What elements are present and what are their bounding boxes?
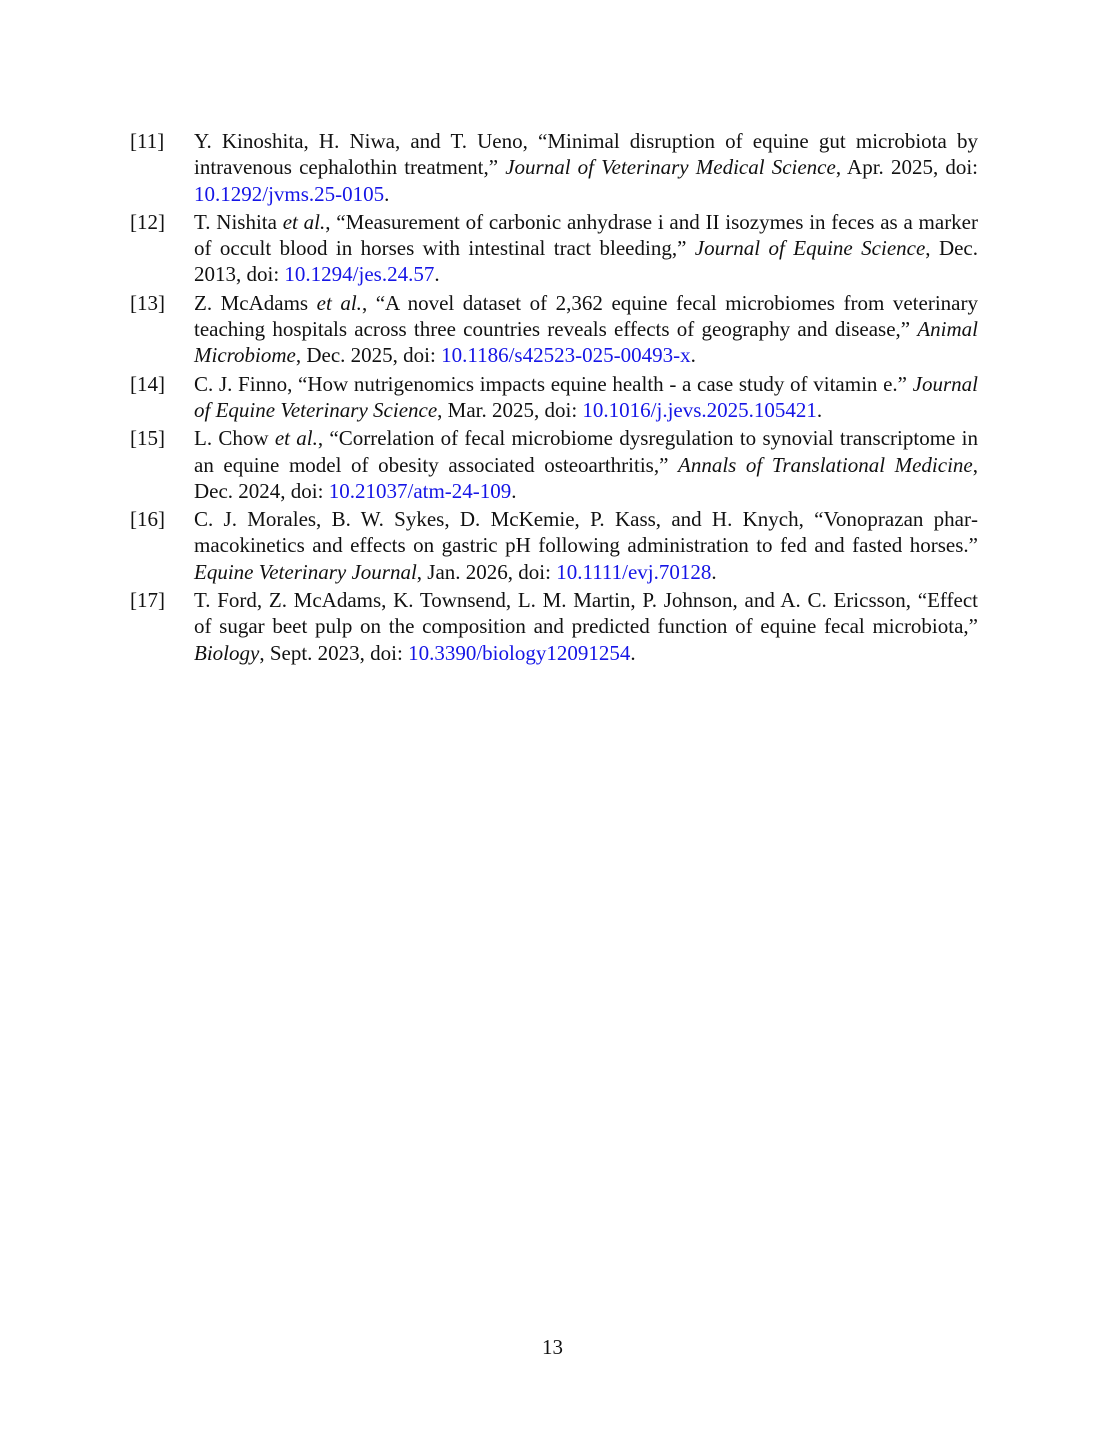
reference-title: “Vonoprazan pharmacokinetics and effects on gastric pH following administration to fed and fasted horses.” bbox=[194, 507, 978, 558]
reference-journal: Journal of Equine Veterinary Science bbox=[194, 371, 978, 422]
doi-link[interactable]: 10.1016/j.jevs.2025.105421 bbox=[582, 397, 817, 422]
reference-authors: T. Nishita bbox=[194, 209, 283, 234]
reference-authors: C. J. Morales, B. W. Sykes, D. McKemie, P. Kass, and H. Knych, bbox=[194, 507, 815, 532]
reference-etal: et al. bbox=[274, 426, 318, 451]
reference-number: [17] bbox=[130, 588, 165, 613]
reference-item bbox=[130, 371, 978, 424]
reference-text bbox=[194, 128, 978, 207]
reference-text bbox=[194, 290, 978, 369]
reference-journal: Animal Microbiome bbox=[194, 317, 978, 368]
reference-item bbox=[130, 290, 978, 369]
reference-item bbox=[130, 587, 978, 666]
reference-list bbox=[130, 128, 978, 668]
reference-end: . bbox=[711, 559, 717, 584]
doi-link[interactable]: 10.1111/evj.70128 bbox=[556, 559, 712, 584]
reference-journal: Journal of Equine Science bbox=[694, 236, 926, 261]
reference-journal: Annals of Translational Medicine bbox=[678, 452, 973, 477]
reference-number: [15] bbox=[130, 426, 165, 451]
reference-date: , Dec. 2013, doi: bbox=[194, 236, 978, 287]
reference-authors: L. Chow bbox=[194, 426, 275, 451]
reference-date: , Dec. 2025, doi: bbox=[295, 343, 442, 368]
reference-number: [16] bbox=[130, 507, 165, 532]
reference-number: [13] bbox=[130, 290, 165, 315]
reference-end: . bbox=[384, 181, 390, 206]
reference-item bbox=[130, 209, 978, 288]
reference-authors: Z. McAdams bbox=[194, 290, 317, 315]
reference-title: , “Correlation of fecal microbiome dysregulation to synovial transcriptome in an equine model of obesity associated osteoarthritis,” bbox=[194, 426, 978, 477]
reference-date: , Mar. 2025, doi: bbox=[437, 397, 583, 422]
reference-title: , “Measurement of carbonic anhydrase i and II isozymes in feces as a marker of occult blood in horses with intestinal tract bleeding,” bbox=[194, 209, 978, 261]
reference-title: , “A novel dataset of 2,362 equine fecal microbiomes from veterinary teaching hospitals across three countries reveals effects of geography and disease,” bbox=[194, 290, 978, 342]
reference-date: , Dec. 2024, doi: bbox=[194, 452, 978, 503]
reference-end: . bbox=[511, 478, 517, 503]
reference-item bbox=[130, 425, 978, 504]
reference-date: , Apr. 2025, doi: bbox=[835, 155, 978, 180]
reference-end: . bbox=[434, 262, 440, 287]
reference-text bbox=[194, 425, 978, 504]
doi-link[interactable]: 10.1292/jvms.25-0105 bbox=[194, 181, 385, 206]
reference-item bbox=[130, 128, 978, 207]
reference-item bbox=[130, 506, 978, 585]
reference-date: , Sept. 2023, doi: bbox=[259, 640, 409, 665]
reference-text bbox=[194, 371, 978, 424]
reference-etal: et al. bbox=[282, 209, 326, 234]
reference-authors: C. J. Finno, bbox=[194, 371, 299, 396]
reference-text bbox=[194, 506, 978, 585]
reference-text bbox=[194, 587, 978, 666]
doi-link[interactable]: 10.3390/biology12091254 bbox=[408, 640, 631, 665]
reference-title: “Minimal disruption of equine gut microbiota by intravenous cephalothin treatment,” bbox=[194, 129, 978, 180]
reference-title: “Effect of sugar beet pulp on the composition and predicted function of equine fecal microbiota,” bbox=[194, 588, 978, 639]
reference-journal: Biology bbox=[194, 640, 260, 665]
reference-authors: T. Ford, Z. McAdams, K. Townsend, L. M. Martin, P. Johnson, and A. C. Ericsson, bbox=[194, 588, 918, 613]
reference-end: . bbox=[690, 343, 696, 368]
reference-end: . bbox=[630, 640, 636, 665]
reference-date: , Jan. 2026, doi: bbox=[416, 559, 557, 584]
doi-link[interactable]: 10.1186/s42523-025-00493-x bbox=[441, 343, 691, 368]
reference-journal: Equine Veterinary Journal bbox=[194, 559, 417, 584]
reference-number: [12] bbox=[130, 209, 165, 234]
reference-etal: et al. bbox=[316, 290, 362, 315]
doi-link[interactable]: 10.1294/jes.24.57 bbox=[284, 262, 435, 287]
reference-end: . bbox=[816, 397, 823, 422]
reference-title: “How nutrigenomics impacts equine health - a case study of vitamin e.” bbox=[298, 371, 913, 396]
reference-number: [14] bbox=[130, 371, 165, 396]
reference-number: [11] bbox=[130, 129, 165, 153]
page-number: 13 bbox=[542, 1335, 563, 1359]
doi-link[interactable]: 10.21037/atm-24-109 bbox=[328, 478, 512, 503]
reference-text bbox=[194, 209, 978, 288]
reference-journal: Journal of Veterinary Medical Science bbox=[505, 155, 836, 180]
reference-authors: Y. Kinoshita, H. Niwa, and T. Ueno, bbox=[194, 129, 538, 153]
